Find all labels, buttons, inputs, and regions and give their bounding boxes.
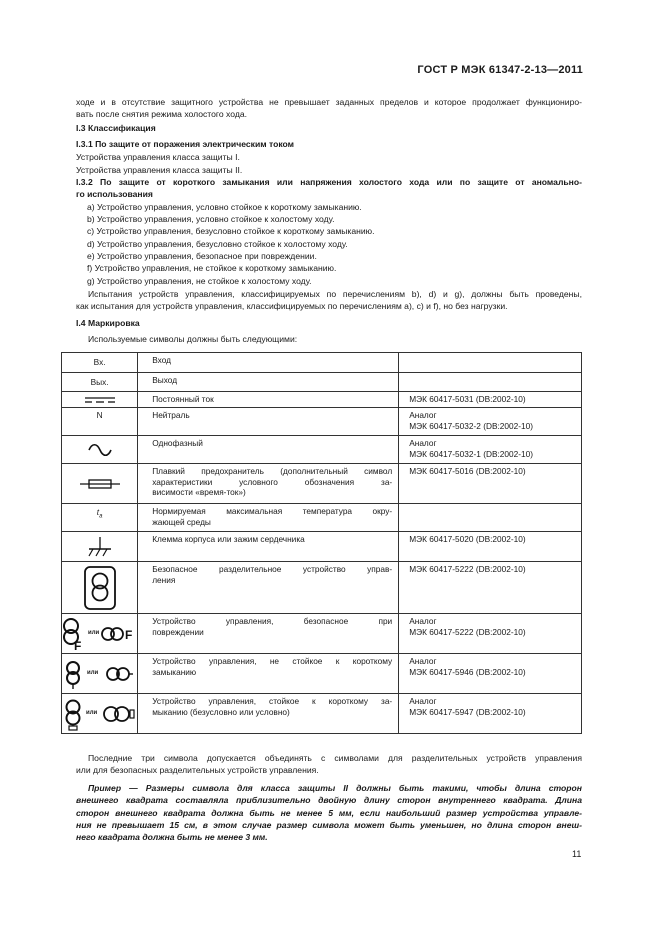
example-line-2: внешнего квадрата составляла приблизительно двойную длину сторон внутреннего квадрата. Длина bbox=[76, 795, 582, 806]
description-cell: Выход bbox=[138, 373, 399, 392]
description-line-1: Устройство управления, стойкое к короткому за- bbox=[152, 696, 393, 706]
non-short-circuit-proof-horizontal-icon bbox=[104, 666, 134, 682]
description-line-2: мыканию (безусловно или условно) bbox=[152, 706, 290, 717]
description-cell: Нейтраль bbox=[138, 408, 399, 436]
non-short-circuit-proof-vertical-icon bbox=[65, 658, 81, 690]
description-cell bbox=[138, 464, 399, 504]
reference-cell bbox=[399, 353, 582, 373]
single-phase-icon bbox=[87, 442, 113, 458]
reference-line-1: Аналог bbox=[409, 616, 437, 626]
section-1-3-2-title-line-1: I.3.2 По защите от короткого замыкания или напряжения холостого хода или по защите от аномально- bbox=[76, 177, 582, 187]
table-row bbox=[62, 532, 582, 562]
page-number: 11 bbox=[572, 849, 582, 859]
section-1-3-2-title-line-2: го использования bbox=[76, 189, 153, 200]
example-line-4: ния не превышает 15 см, в этом случае размер символа может быть уменьшен, но длина сторон внеш- bbox=[76, 819, 582, 830]
document-header: ГОСТ Р МЭК 61347-2-13—2011 bbox=[417, 64, 583, 76]
symbols-intro: Используемые символы должны быть следующими: bbox=[88, 334, 298, 344]
table-row bbox=[62, 562, 582, 614]
table-row bbox=[62, 614, 582, 654]
or-label: или bbox=[87, 670, 99, 677]
table-row bbox=[62, 654, 582, 694]
description-cell: Клемма корпуса или зажим сердечника bbox=[138, 532, 399, 562]
description-line-1: Устройство управления, не стойкое к короткому bbox=[152, 656, 393, 666]
description-cell bbox=[138, 504, 399, 532]
description-line-1: Нормируемая максимальная температура окру- bbox=[152, 506, 393, 516]
safety-isolating-transformer-icon bbox=[83, 565, 117, 611]
intro-paragraph bbox=[76, 96, 582, 121]
reference-line-1: Аналог bbox=[409, 696, 437, 706]
fail-safe-letter: F bbox=[125, 627, 133, 642]
reference-line-2: МЭК 60417-5032-2 (DB:2002-10) bbox=[409, 420, 533, 431]
description-line-1: Плавкий предохранитель (дополнительный символ характеристики условного обозначения за- bbox=[152, 466, 393, 487]
non-short-circuit-proof-symbols bbox=[62, 658, 137, 690]
symbol-cell bbox=[62, 504, 138, 532]
combination-note-line-1: Последние три символа допускается объединять с символами для разделительных устройств управления bbox=[88, 753, 582, 763]
list-item: e) Устройство управления, безопасное при повреждении. bbox=[87, 251, 317, 261]
description-line-2: повреждении bbox=[152, 626, 204, 637]
symbol-cell bbox=[62, 614, 138, 654]
table-row bbox=[62, 408, 582, 436]
short-circuit-proof-vertical-icon bbox=[64, 697, 82, 731]
description-line-1: Устройство управления, безопасное при bbox=[152, 616, 393, 626]
tests-line-1: Испытания устройств управления, классифицируемых по перечислениям b), d) и g), должны быть проведены, bbox=[88, 289, 582, 299]
description-cell bbox=[138, 654, 399, 694]
description-line-2: жающей среды bbox=[152, 516, 211, 527]
description-line-2: висимости «время-ток») bbox=[152, 487, 246, 498]
symbol-cell: Вх. bbox=[62, 353, 138, 373]
table-row bbox=[62, 464, 582, 504]
reference-line-2: МЭК 60417-5947 (DB:2002-10) bbox=[409, 706, 526, 717]
reference-cell bbox=[399, 436, 582, 464]
description-cell: Постоянный ток bbox=[138, 392, 399, 408]
reference-line-1: Аналог bbox=[409, 656, 437, 666]
class-2-line: Устройства управления класса защиты II. bbox=[76, 165, 243, 175]
list-item: d) Устройство управления, безусловно стойкое к холостому ходу. bbox=[87, 239, 348, 249]
list-item: a) Устройство управления, условно стойкое к короткому замыканию. bbox=[87, 202, 362, 212]
description-cell: Однофазный bbox=[138, 436, 399, 464]
fail-safe-letter: F bbox=[74, 638, 82, 651]
table-row bbox=[62, 353, 582, 373]
description-line-2: замыканию bbox=[152, 666, 197, 677]
combination-note-line-2: или для безопасных разделительных устройств управления. bbox=[76, 765, 319, 776]
or-label: или bbox=[88, 630, 100, 637]
table-row bbox=[62, 504, 582, 532]
table-row bbox=[62, 373, 582, 392]
example-line-5: него квадрата должна быть не менее 3 мм. bbox=[76, 832, 268, 843]
table-row bbox=[62, 436, 582, 464]
description-line-1: Безопасное разделительное устройство управ- bbox=[152, 564, 393, 574]
reference-cell bbox=[399, 614, 582, 654]
reference-cell: МЭК 60417-5020 (DB:2002-10) bbox=[399, 532, 582, 562]
list-item: f) Устройство управления, не стойкое к короткому замыканию. bbox=[87, 263, 337, 273]
description-cell bbox=[138, 562, 399, 614]
list-item: c) Устройство управления, безусловно стойкое к короткому замыканию. bbox=[87, 226, 375, 236]
example-line-1: Пример — Размеры символа для класса защиты II должны быть такими, чтобы длина сторон bbox=[88, 783, 582, 793]
direct-current-icon bbox=[83, 395, 117, 405]
reference-line-1: Аналог bbox=[409, 438, 437, 448]
fail-safe-transformer-horizontal-icon bbox=[101, 625, 137, 643]
tests-paragraph bbox=[76, 288, 582, 313]
tests-line-2: как испытания для устройств управления, классифицируемых по перечислениям a), c) и f), но без нагрузки. bbox=[76, 301, 508, 312]
reference-cell bbox=[399, 694, 582, 734]
table-row bbox=[62, 392, 582, 408]
reference-cell: МЭК 60417-5016 (DB:2002-10) bbox=[399, 464, 582, 504]
short-circuit-proof-horizontal-icon bbox=[102, 703, 136, 725]
intro-line-1: ходе и в отсутствие защитного устройства не превышает заданных пределов и которое продолжает функциониро- bbox=[76, 97, 582, 107]
reference-line-2: МЭК 60417-5222 (DB:2002-10) bbox=[409, 626, 526, 637]
symbol-cell: N bbox=[62, 408, 138, 436]
short-circuit-proof-symbols bbox=[62, 697, 137, 731]
symbol-cell bbox=[62, 392, 138, 408]
or-label: или bbox=[86, 710, 98, 717]
symbol-cell bbox=[62, 464, 138, 504]
symbol-cell bbox=[62, 654, 138, 694]
intro-line-2: вать после снятия режима холостого хода. bbox=[76, 109, 248, 120]
fail-safe-transformer-vertical-icon bbox=[62, 617, 86, 651]
reference-line-2: МЭК 60417-5946 (DB:2002-10) bbox=[409, 666, 526, 677]
symbol-cell bbox=[62, 694, 138, 734]
reference-line-2: МЭК 60417-5032-1 (DB:2002-10) bbox=[409, 448, 533, 459]
section-1-3-title: I.3 Классификация bbox=[76, 123, 156, 133]
reference-cell bbox=[399, 504, 582, 532]
reference-cell bbox=[399, 373, 582, 392]
section-1-4-title: I.4 Маркировка bbox=[76, 318, 140, 328]
list-item: b) Устройство управления, условно стойкое к холостому ходу. bbox=[87, 214, 335, 224]
symbol-cell: Вых. bbox=[62, 373, 138, 392]
description-line-2: ления bbox=[152, 574, 176, 585]
fuse-icon bbox=[78, 477, 122, 491]
frame-terminal-icon bbox=[87, 535, 113, 559]
reference-line-1: Аналог bbox=[409, 410, 437, 420]
section-1-3-2-title bbox=[76, 176, 582, 201]
description-cell bbox=[138, 694, 399, 734]
symbol-cell bbox=[62, 562, 138, 614]
ambient-temperature-symbol: t bbox=[96, 507, 100, 517]
fail-safe-symbols bbox=[62, 617, 137, 651]
section-1-3-1-title: I.3.1 По защите от поражения электрическим током bbox=[76, 139, 294, 149]
description-cell bbox=[138, 614, 399, 654]
combination-note bbox=[76, 752, 582, 777]
description-cell: Вход bbox=[138, 353, 399, 373]
symbol-cell bbox=[62, 436, 138, 464]
symbols-table bbox=[61, 352, 582, 734]
table-row bbox=[62, 694, 582, 734]
example-line-3: сторон внешнего квадрата должна быть не менее 5 мм, если наибольший размер устройства управле- bbox=[76, 807, 582, 818]
reference-cell bbox=[399, 408, 582, 436]
reference-cell bbox=[399, 654, 582, 694]
example-paragraph bbox=[76, 782, 582, 843]
class-1-line: Устройства управления класса защиты I. bbox=[76, 152, 240, 162]
reference-cell: МЭК 60417-5031 (DB:2002-10) bbox=[399, 392, 582, 408]
ambient-temperature-subscript: a bbox=[99, 513, 103, 520]
symbol-cell bbox=[62, 532, 138, 562]
reference-cell: МЭК 60417-5222 (DB:2002-10) bbox=[399, 562, 582, 614]
list-item: g) Устройство управления, не стойкое к холостому ходу. bbox=[87, 276, 312, 286]
